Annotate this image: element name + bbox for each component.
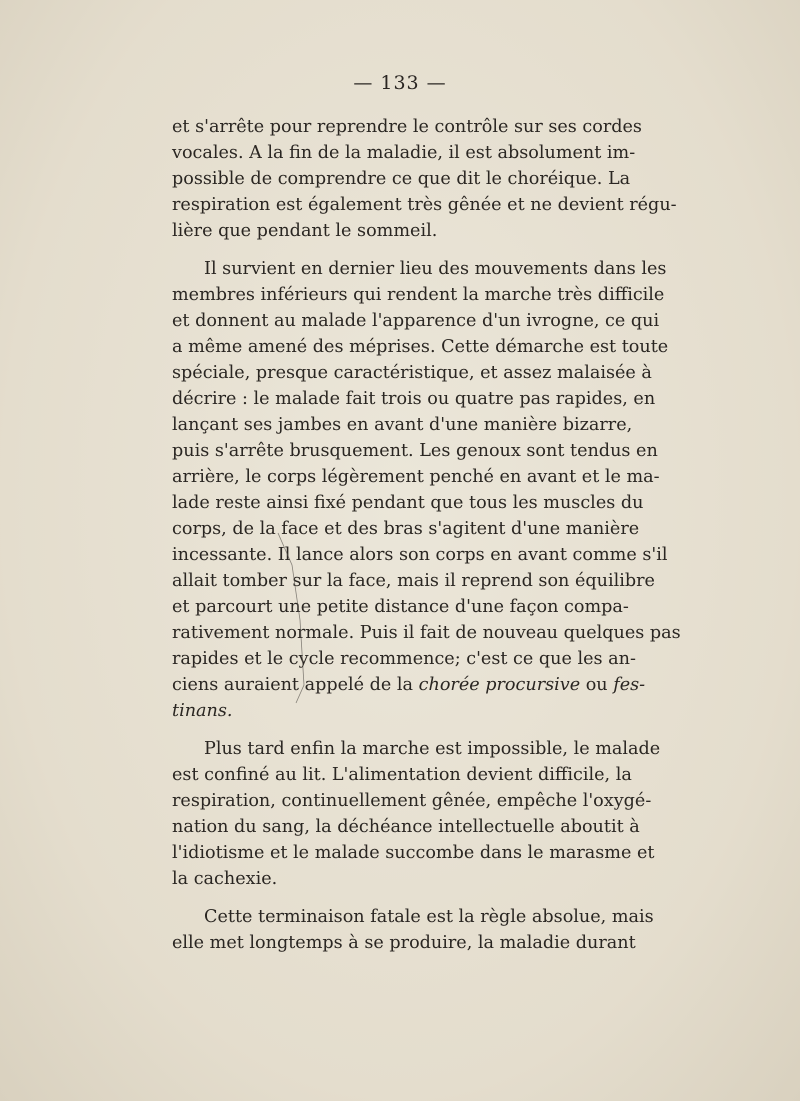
text-line: arrière, le corps légèrement penché en avant et le ma- [172,467,660,487]
page-number: — 133 — [353,72,447,94]
text-line: lière que pendant le sommeil. [172,221,438,241]
text-line: respiration est également très gênée et ne devient régu- [172,195,677,215]
italic-term-festinans: fes- [613,675,646,695]
text-line: puis s'arrête brusquement. Les genoux sont tendus en [172,441,658,461]
text-line: vocales. A la fin de la maladie, il est absolument im- [172,143,636,163]
text-line: lançant ses jambes en avant d'une manière bizarre, [172,415,633,435]
text-line: possible de comprendre ce que dit le choréique. La [172,169,631,189]
body-text [172,114,681,956]
italic-term-festinans-end: tinans. [172,701,233,721]
text-line: respiration, continuellement gênée, empêche l'oxygé- [172,791,652,811]
text-fragment: ciens auraient appelé de la [172,675,419,695]
text-line: rapides et le cycle recommence; c'est ce que les an- [172,649,636,669]
text-line: est confiné au lit. L'alimentation devient difficile, la [172,765,632,785]
text-fragment: ou [580,675,614,695]
text-line: l'idiotisme et le malade succombe dans le marasme et [172,843,655,863]
paragraph-1 [172,114,677,244]
text-line: elle met longtemps à se produire, la maladie durant [172,933,636,953]
text-line: Il survient en dernier lieu des mouvements dans les [204,259,667,279]
paragraph-4 [172,904,654,956]
text-line: décrire : le malade fait trois ou quatre pas rapides, en [172,389,656,409]
text-line: Plus tard enfin la marche est impossible, le malade [204,739,661,759]
text-line: membres inférieurs qui rendent la marche très difficile [172,285,665,305]
text-line: la cachexie. [172,869,278,889]
italic-term-chorea: chorée procursive [418,675,581,695]
text-line-with-italics [172,672,646,698]
text-line: a même amené des méprises. Cette démarche est toute [172,337,669,357]
paragraph-2 [172,256,681,724]
text-line: et s'arrête pour reprendre le contrôle sur ses cordes [172,117,642,137]
text-line: nation du sang, la déchéance intellectuelle aboutit à [172,817,640,837]
text-line: rativement normale. Puis il fait de nouveau quelques pas [172,623,681,643]
text-line: incessante. Il lance alors son corps en avant comme s'il [172,545,668,565]
text-line: Cette terminaison fatale est la règle absolue, mais [204,907,654,927]
text-line: et donnent au malade l'apparence d'un ivrogne, ce qui [172,311,660,331]
text-line [172,698,626,724]
text-line: corps, de la face et des bras s'agitent d'une manière [172,519,640,539]
text-line: et parcourt une petite distance d'une façon compa- [172,597,629,617]
text-line: lade reste ainsi fixé pendant que tous les muscles du [172,493,644,513]
paragraph-3 [172,736,661,892]
text-line: spéciale, presque caractéristique, et assez malaisée à [172,363,652,383]
text-line: allait tomber sur la face, mais il reprend son équilibre [172,571,655,591]
